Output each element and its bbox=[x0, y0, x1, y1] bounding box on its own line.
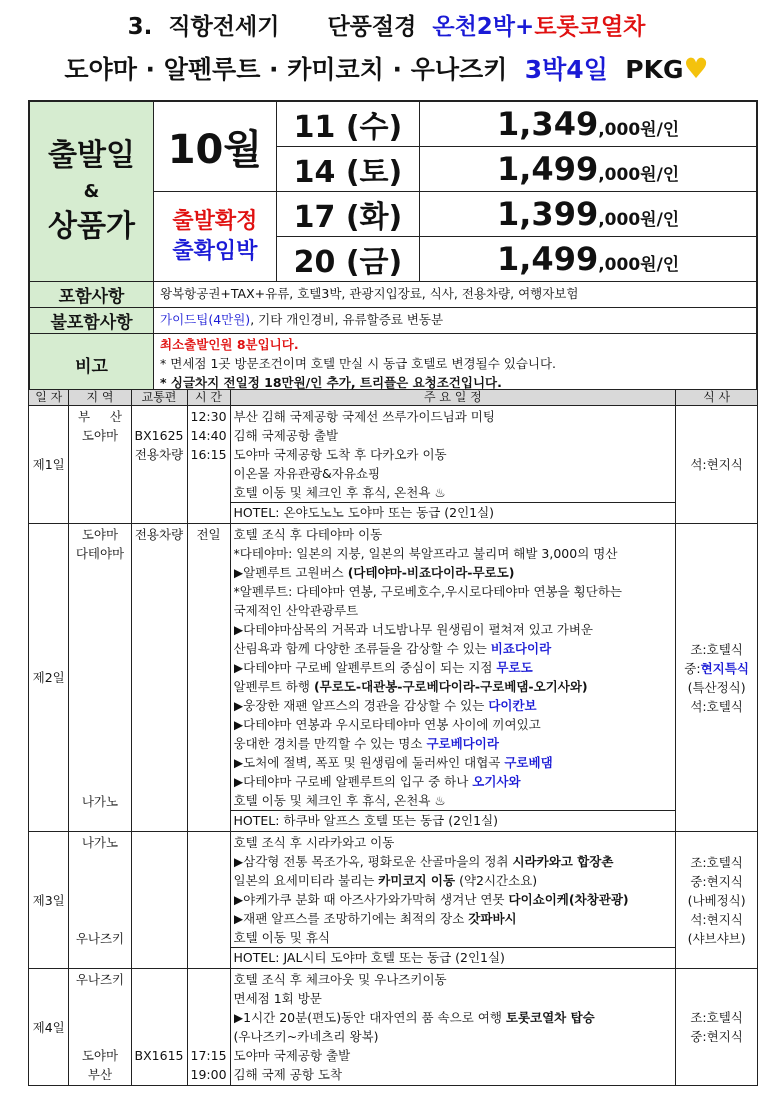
hotel-info: HOTEL: 하쿠바 알프스 호텔 또는 동급 (2인1실) bbox=[231, 810, 676, 830]
included-label: 포함사항 bbox=[29, 282, 154, 308]
title-onsen: 온천2박 bbox=[432, 14, 516, 40]
day-label: 제2일 bbox=[29, 524, 69, 832]
status-cell bbox=[154, 192, 277, 282]
day-label: 제1일 bbox=[29, 406, 69, 524]
day-transport: BX1615 bbox=[131, 969, 187, 1086]
header-transport: 교통편 bbox=[131, 390, 187, 406]
title-route: 도야마 · 알펜루트 · 카미코치 · 우나즈키 bbox=[64, 55, 525, 84]
hotel-info: HOTEL: 온야도노노 도야마 또는 동급 (2인1실) bbox=[231, 502, 676, 522]
day-region: 도야마 다테야마 나가노 bbox=[69, 524, 131, 832]
day-time: 전일 bbox=[187, 524, 230, 832]
departure-date: 17 (화) bbox=[276, 192, 420, 237]
day-time bbox=[187, 832, 230, 969]
included-text: 왕복항공권+TAX+유류, 호텔3박, 관광지입장료, 식사, 전용차량, 여행자보험 bbox=[154, 282, 757, 308]
itinerary-day-4 bbox=[29, 969, 758, 1086]
day-schedule: 호텔 조식 후 다테야마 이동 *다테야마: 일본의 지붕, 일본의 북알프라고 불리며 해발 3,000의 명산 ▶알펜루트 고원버스 (다테야마-비죠다이라-무로도) *알펜루트: 다테야마 연봉, 구로베호수,우시로다테야마 연봉을 횡단하는 국제적인 산악관광루트 ▶다테야마삼목의 거목과 너도밤나무 원생림이 펼쳐져 있고 가벼운 산림욕과 함께 다양한 조류들을 감상할 수 있는 비죠다이라 ▶다테야마 구로베 알펜루트의 중심이 되는 지점 무로도 알펜루트 하행 (무로도-대관봉-구로베다이라-구로베댐-오기사와) ▶웅장한 재팬 알프스의 경관을 감상할 수 있는 다이칸보 ▶다테야마 연봉과 우시로타테야마 연봉 사이에 끼여있고 웅대한 경치를 만끽할 수 있는 명소 구로베다이라 ▶도처에 절벽, 폭포 및 원생림에 둘러싸인 대협곡 구로베댐 ▶다테야마 구로베 알펜루트의 입구 중 하나 오기사와 호텔 이동 및 체크인 후 휴식, 온천욕 ♨ HOTEL: 하쿠바 알프스 호텔 또는 동급 (2인1실) bbox=[230, 524, 676, 832]
status-soon: 출확임박 bbox=[172, 238, 258, 264]
day-label: 제4일 bbox=[29, 969, 69, 1086]
hotel-info: HOTEL: JAL시티 도야마 호텔 또는 동급 (2인1실) bbox=[231, 947, 676, 967]
title-pkg: PKG bbox=[607, 55, 684, 84]
day-meal: 석:현지식 bbox=[676, 406, 758, 524]
header-day: 일 자 bbox=[29, 390, 69, 406]
note-label: 비고 bbox=[29, 334, 154, 396]
day-transport: 전용차량 bbox=[131, 524, 187, 832]
excluded-label: 불포함사항 bbox=[29, 308, 154, 334]
day-transport bbox=[131, 832, 187, 969]
day-transport: BX1625 전용차량 bbox=[131, 406, 187, 524]
departure-price: 1,499,000원/인 bbox=[420, 237, 757, 282]
departure-date: 11 (수) bbox=[276, 101, 420, 147]
departure-date: 14 (토) bbox=[276, 147, 420, 192]
day-time: 12:30 14:40 16:15 bbox=[187, 406, 230, 524]
day-schedule: 호텔 조식 후 시라카와고 이동 ▶삼각형 전통 목조가옥, 평화로운 산골마을의 정취 시라카와고 합장촌 일본의 요세미티라 불리는 카미코지 이동 (약2시간소요) ▶야케가쿠 분화 때 아즈사가와가막혀 생겨난 연못 다이쇼이케(차창관광) ▶재팬 알프스를 조망하기에는 최적의 장소 갓파바시 호텔 이동 및 휴식 HOTEL: JAL시티 도야마 호텔 또는 동급 (2인1실) bbox=[230, 832, 676, 969]
day-meal: 조:호텔식 중:현지특식 (특산정식) 석:호텔식 bbox=[676, 524, 758, 832]
day-region: 부 산 도야마 bbox=[69, 406, 131, 524]
day-region: 우나즈키 도야마 부산 bbox=[69, 969, 131, 1086]
heart-icon: ♥ bbox=[683, 52, 709, 85]
day-schedule: 부산 김해 국제공항 국제선 쓰루가이드님과 미팅 김해 국제공항 출발 도야마 국제공항 도착 후 다카오카 이동 이온몰 자유관광&자유쇼핑 호텔 이동 및 체크인 후 휴식, 온천욕 ♨ HOTEL: 온야도노노 도야마 또는 동급 (2인1실) bbox=[230, 406, 676, 524]
title-duration: 3박4일 bbox=[524, 55, 608, 84]
excluded-text: 가이드팁(4만원), 기타 개인경비, 유류할증료 변동분 bbox=[154, 308, 757, 334]
day-label: 제3일 bbox=[29, 832, 69, 969]
departure-price: 1,399,000원/인 bbox=[420, 192, 757, 237]
departure-price: 1,349,000원/인 bbox=[420, 101, 757, 147]
day-meal: 조:호텔식 중:현지식 (나베정식) 석:현지식 (샤브샤브) bbox=[676, 832, 758, 969]
departure-price: 1,499,000원/인 bbox=[420, 147, 757, 192]
departure-price-label: 출발일 & 상품가 bbox=[29, 101, 154, 282]
departure-date: 20 (금) bbox=[276, 237, 420, 282]
price-table bbox=[28, 100, 758, 396]
day-region: 나가노 우나즈키 bbox=[69, 832, 131, 969]
header-region: 지 역 bbox=[69, 390, 131, 406]
header-meal: 식 사 bbox=[676, 390, 758, 406]
day-time: 17:15 19:00 bbox=[187, 969, 230, 1086]
page-title-line1 bbox=[0, 8, 773, 41]
title-plus: + bbox=[515, 14, 535, 40]
header-schedule: 주 요 일 정 bbox=[230, 390, 676, 406]
note-text: 최소출발인원 8분입니다. * 면세점 1곳 방문조건이며 호텔 만실 시 동급 호텔로 변경될수 있습니다. * 싱글차지 전일정 18만원/인 추가, 트리플은 요청조건입니다. bbox=[154, 334, 757, 396]
status-confirmed: 출발확정 bbox=[172, 208, 258, 234]
month-cell: 10월 bbox=[154, 101, 277, 192]
title-prefix: 3. 직항전세기 단풍절경 bbox=[127, 14, 433, 40]
itinerary-day-3 bbox=[29, 832, 758, 969]
day-meal: 조:호텔식 중:현지식 bbox=[676, 969, 758, 1086]
day-schedule: 호텔 조식 후 체크아웃 및 우나즈키이동 면세점 1회 방문 ▶1시간 20분(편도)동안 대자연의 품 속으로 여행 토롯코열차 탑승 (우나즈키~카네츠리 왕복) 도야마 국제공항 출발 김해 국제 공항 도착 bbox=[230, 969, 676, 1086]
header-time: 시 간 bbox=[187, 390, 230, 406]
itinerary-day-1 bbox=[29, 406, 758, 524]
itinerary-day-2 bbox=[29, 524, 758, 832]
itinerary-table bbox=[28, 389, 758, 1086]
title-train: 토롯코열차 bbox=[534, 14, 646, 40]
page-title-line2 bbox=[0, 50, 773, 86]
